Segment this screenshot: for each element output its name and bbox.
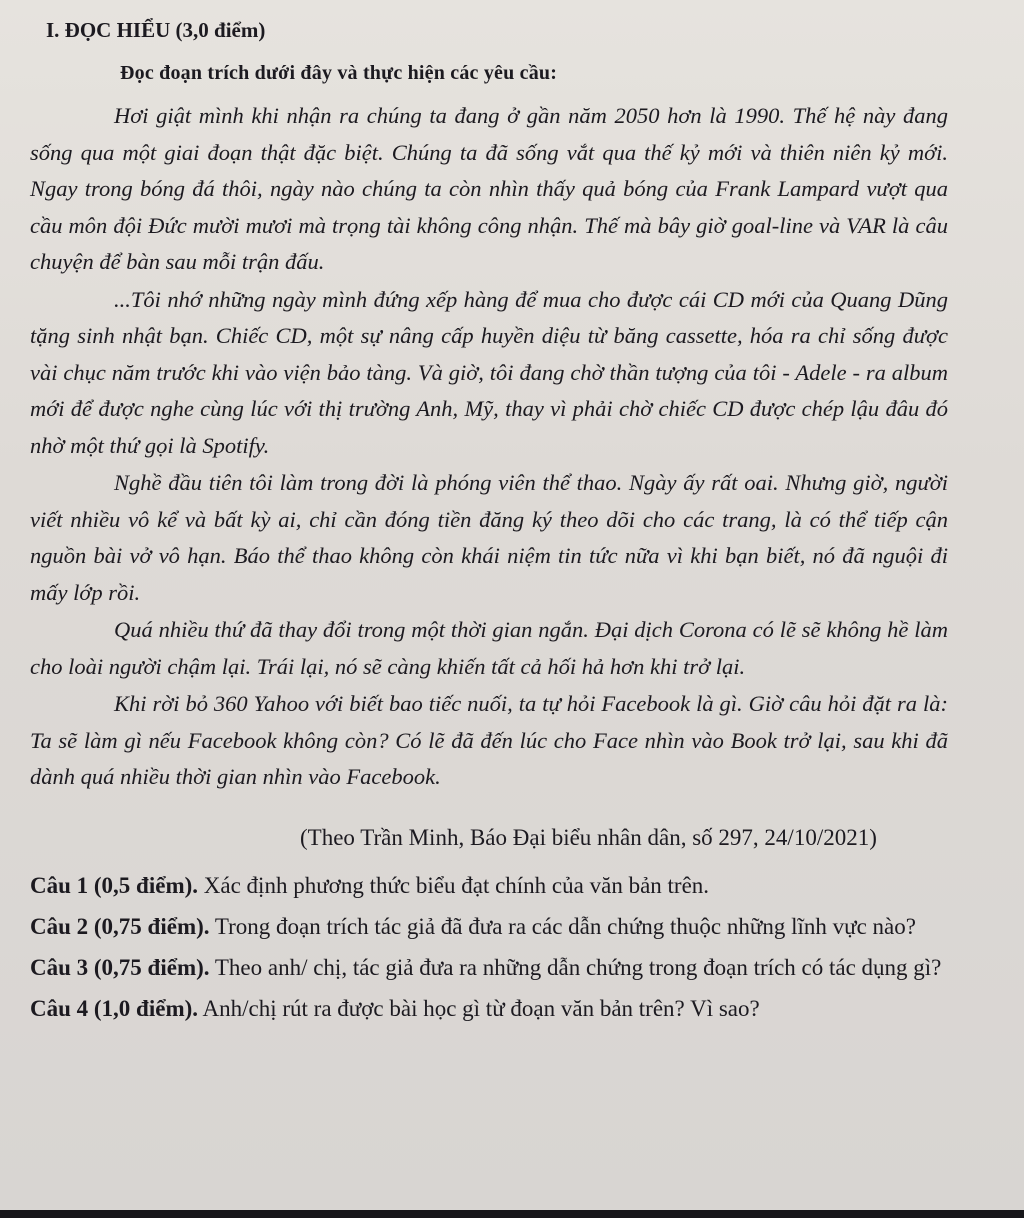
- bottom-edge: [0, 1210, 1024, 1218]
- section-title: I. ĐỌC HIỂU (3,0 điểm): [46, 18, 266, 42]
- question-text: Theo anh/ chị, tác giả đưa ra những dẫn chứng trong đoạn trích có tác dụng gì?: [209, 955, 942, 980]
- question-label: Câu 2 (0,75 điểm).: [30, 914, 210, 939]
- question-4: [22, 989, 988, 1029]
- passage-paragraph: Quá nhiều thứ đã thay đổi trong một thời gian ngắn. Đại dịch Corona có lẽ sẽ không hề làm cho loài người chậm lại. Trái lại, nó sẽ càng khiến tất cả hối hả hơn khi trở lại.: [30, 617, 948, 679]
- passage-paragraph: Nghề đầu tiên tôi làm trong đời là phóng viên thể thao. Ngày ấy rất oai. Nhưng giờ, người viết nhiều vô kể và bất kỳ ai, chỉ cần đóng tiền đăng ký theo dõi cho các trang, là có thể tiếp cận nguồn bài vở vô hạn. Báo thể thao không còn khái niệm tin tức nữa vì khi bạn biết, nó đã nguội đi mấy lớp rồi.: [30, 470, 948, 605]
- question-label: Câu 1 (0,5 điểm).: [30, 873, 199, 898]
- passage-paragraph: ...Tôi nhớ những ngày mình đứng xếp hàng để mua cho được cái CD mới của Quang Dũng tặng sinh nhật bạn. Chiếc CD, một sự nâng cấp huyền diệu từ băng cassette, hóa ra chỉ sống được vài chục năm trước khi vào viện bảo tàng. Và giờ, tôi đang chờ thần tượng của tôi - Adele - ra album mới để được nghe cùng lúc với thị trường Anh, Mỹ, thay vì phải chờ chiếc CD được chép lậu đâu đó nhờ một thứ gọi là Spotify.: [30, 286, 948, 458]
- instruction-text: Đọc đoạn trích dưới đây và thực hiện các yêu cầu:: [120, 62, 558, 84]
- reading-passage: [30, 98, 948, 796]
- question-1: [22, 866, 988, 906]
- passage-paragraph: Hơi giật mình khi nhận ra chúng ta đang ở gần năm 2050 hơn là 1990. Thế hệ này đang sống qua một giai đoạn thật đặc biệt. Chúng ta đã sống vắt qua thế kỷ mới và thiên niên kỷ mới. Ngay trong bóng đá thôi, ngày nào chúng ta còn nhìn thấy quả bóng của Frank Lampard vượt qua cầu môn đội Đức mười mươi mà trọng tài không công nhận. Thế mà bây giờ goal-line và VAR là câu chuyện để bàn sau mỗi trận đấu.: [30, 103, 948, 274]
- question-text: Xác định phương thức biểu đạt chính của văn bản trên.: [198, 873, 710, 898]
- question-list: [22, 866, 988, 1030]
- passage-paragraph: Khi rời bỏ 360 Yahoo với biết bao tiếc nuối, ta tự hỏi Facebook là gì. Giờ câu hỏi đặt ra là: Ta sẽ làm gì nếu Facebook không còn? Có lẽ đã đến lúc cho Face nhìn vào Book trở lại, sau khi đã dành quá nhiều thời gian nhìn vào Facebook.: [30, 691, 948, 789]
- question-text: Trong đoạn trích tác giả đã đưa ra các dẫn chứng thuộc những lĩnh vực nào?: [209, 914, 916, 939]
- question-2: [22, 907, 988, 947]
- question-label: Câu 3 (0,75 điểm).: [30, 955, 210, 980]
- source-citation: (Theo Trần Minh, Báo Đại biểu nhân dân, số 297, 24/10/2021): [300, 825, 877, 850]
- question-3: [22, 948, 988, 988]
- question-text: Anh/chị rút ra được bài học gì từ đoạn văn bản trên? Vì sao?: [198, 996, 760, 1021]
- question-label: Câu 4 (1,0 điểm).: [30, 996, 199, 1021]
